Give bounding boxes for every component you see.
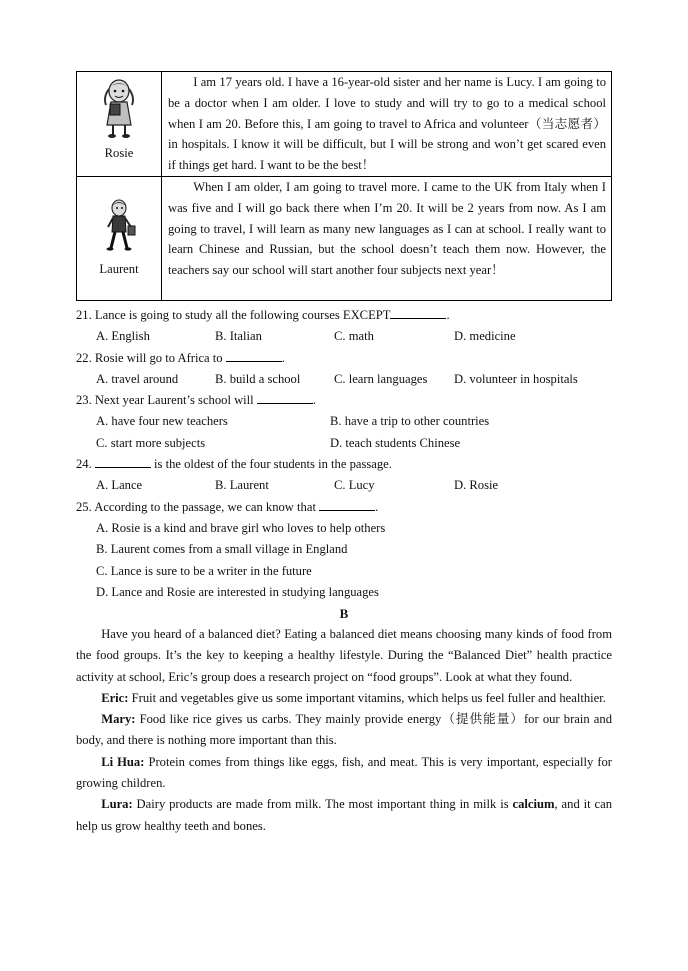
eric-text: Fruit and vegetables give us some important vitamins, which helps us feel fuller and healthier. [128,690,606,705]
speaker-lihua: Li Hua: [101,754,145,769]
eric-paragraph [76,688,612,709]
option-d: D. Lance and Rosie are interested in studying languages [96,584,379,599]
option-a: A. Lance [96,478,143,493]
options-23-row-1 [76,411,612,432]
mary-text: Food like rice gives us carbs. They mainly provide energy（提供能量）for our brain and body, and there is nothing more important than this. [76,712,612,748]
option-a-row [76,518,612,539]
profiles-table [76,71,612,301]
question-25 [76,497,612,518]
options-24 [76,475,612,496]
section-b-intro: Have you heard of a balanced diet? Eating a balanced diet means choosing many kinds of food from the food groups. It’s the key to keeping a healthy lifestyle. During the “Balanced Diet” health practice activity at school, Eric’s group does a research project on “food groups”. Look at what they found. [76,627,612,684]
lura-paragraph [76,794,612,837]
profile-name-laurent: Laurent [99,262,139,276]
answer-blank [226,349,282,362]
options-23-row-2 [76,433,612,454]
option-d: D. teach students Chinese [330,435,461,450]
question-number: 25. [76,499,92,514]
question-number: 22. [76,350,92,365]
question-21 [76,305,612,326]
option-b: B. Italian [215,329,262,344]
question-number: 21. [76,308,92,322]
option-d: D. Rosie [454,478,499,493]
question-stem: Lance is going to study all the following courses EXCEPT [94,308,391,322]
questions-block [76,305,612,603]
lihua-paragraph [76,752,612,795]
question-stem-end: . [281,350,285,365]
option-c: C. Lance is sure to be a writer in the future [96,563,312,578]
option-a: A. have four new teachers [96,414,228,429]
option-d: D. volunteer in hospitals [454,371,578,386]
speaker-lura: Lura: [101,797,133,812]
question-stem-end: . [446,308,450,322]
question-23 [76,390,612,411]
profile-text-cell-rosie [162,72,612,177]
answer-blank [390,306,446,319]
profile-cell-rosie [77,72,162,177]
question-stem: Rosie will go to Africa to [94,350,226,365]
profile-text-cell-laurent [162,177,612,301]
question-24 [76,454,612,475]
option-b: B. have a trip to other countries [330,414,490,429]
answer-blank [319,498,375,511]
option-d-row [76,582,612,603]
options-22 [76,369,612,390]
profile-text-rosie: I am 17 years old. I have a 16-year-old sister and her name is Lucy. I am going to be a doctor when I am older. I love to study and will try to go to a medical school when I am 20. Before this, I am going to travel to Africa and volunteer（当志愿者）in hospitals. I know it will be difficult, but I will be strong and won’t get scared even if things get hard. I want to be the best！ [168,75,606,173]
speaker-mary: Mary: [101,712,136,727]
options-21 [76,326,612,347]
question-number: 24. [76,457,92,472]
section-b-heading: B [339,606,349,621]
lihua-text: Protein comes from things like eggs, fish, and meat. This is very important, especially for growing children. [76,754,612,791]
question-stem: Next year Laurent’s school will [94,393,257,408]
lura-text-end: , and it can help us grow healthy teeth and bones. [76,797,612,833]
girl-holding-book-icon [96,77,142,139]
option-c: C. start more subjects [96,435,206,450]
option-c: C. Lucy [334,478,375,493]
option-b-row [76,539,612,560]
option-b: B. build a school [215,371,301,386]
question-22 [76,348,612,369]
option-a: A. travel around [96,371,179,386]
profile-name-rosie: Rosie [104,146,134,160]
lura-bold-term: calcium [512,797,555,812]
profile-cell-laurent [77,177,162,301]
answer-blank [95,455,151,468]
option-b: B. Laurent comes from a small village in England [96,542,348,557]
option-a: A. Rosie is a kind and brave girl who loves to help others [96,520,386,535]
question-stem-end: . [312,393,316,408]
profile-row-rosie [77,72,612,177]
profile-row-laurent [77,177,612,301]
mary-paragraph [76,709,612,752]
speaker-eric: Eric: [101,690,129,705]
option-b: B. Laurent [215,478,269,493]
question-stem-end: . [375,499,379,514]
option-c: C. math [334,329,374,344]
boy-walking-with-bag-icon [102,199,136,251]
option-c: C. learn languages [334,371,428,386]
profile-text-laurent: When I am older, I am going to travel more. I came to the UK from Italy when I was five and I will go back there when I’m 20. It will be 2 years from now. As I am going to travel, I will learn as many new languages as I can at school. I really want to learn Chinese and Russian, but the school doesn’t teach them now. However, the teachers say our school will start another four subjects next year！ [168,180,606,278]
question-stem: is the oldest of the four students in the passage. [150,457,392,472]
option-a: A. English [96,329,150,344]
question-number: 23. [76,393,92,408]
lura-text-start: Dairy products are made from milk. The most important thing in milk is [132,797,513,812]
section-b [76,603,612,837]
answer-blank [257,391,313,404]
question-stem: According to the passage, we can know that [94,499,320,514]
option-d: D. medicine [454,329,516,344]
option-c-row [76,561,612,582]
